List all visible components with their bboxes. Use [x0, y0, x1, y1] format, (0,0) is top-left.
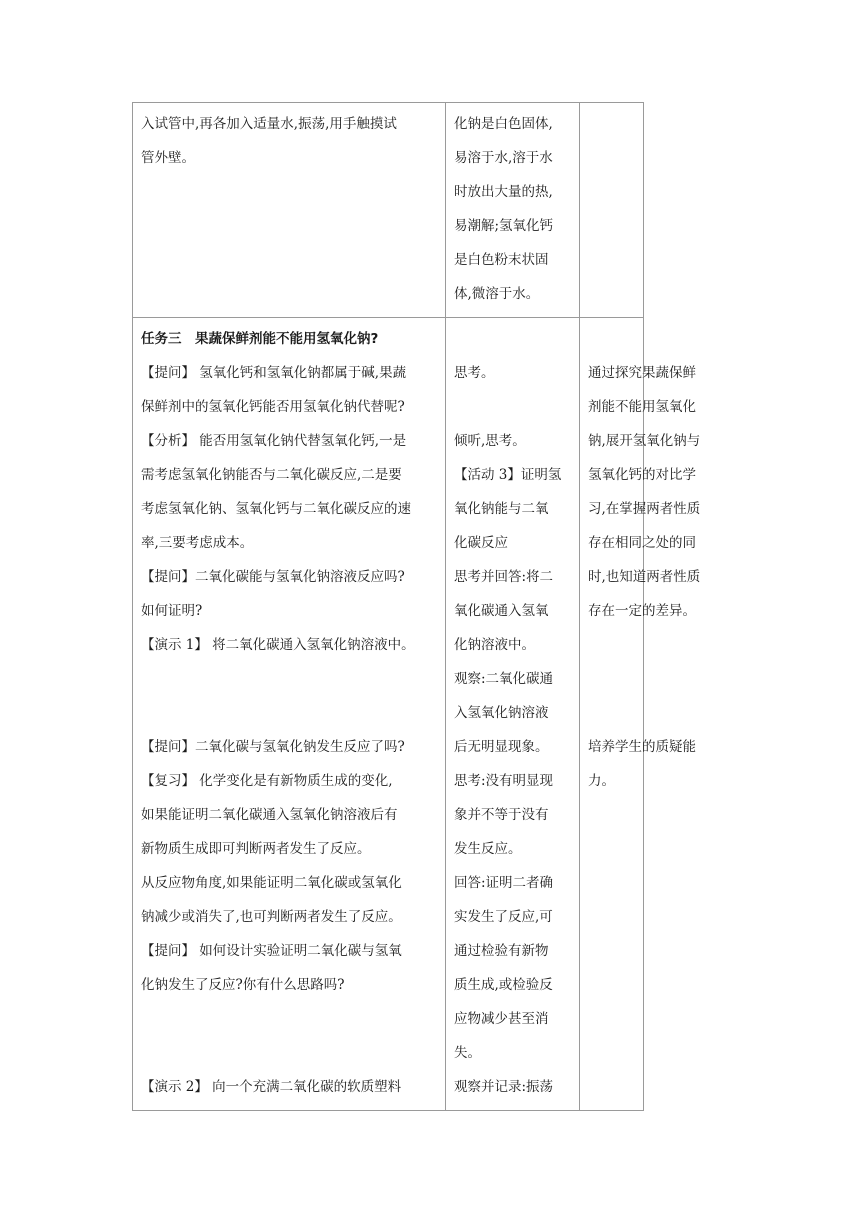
text-line: 氧化钠能与二氧: [454, 501, 549, 517]
table-row: [133, 103, 644, 318]
spacer: [588, 662, 635, 696]
text-line: 【演示 1】 将二氧化碳通入氢氧化钠溶液中。: [141, 637, 415, 653]
spacer: [588, 322, 635, 356]
text-line: 入氢氧化钠溶液: [454, 705, 549, 721]
text-line: 【提问】 如何设计实验证明二氧化碳与氢氧: [141, 943, 402, 959]
student-activity-cell: [446, 103, 580, 318]
text-line: 【演示 2】 向一个充满二氧化碳的软质塑料: [141, 1079, 402, 1095]
text-line: 【复习】 化学变化是有新物质生成的变化,: [141, 773, 393, 789]
spacer: [454, 322, 571, 356]
spacer: [141, 1002, 437, 1036]
text-line: 体,微溶于水。: [454, 286, 540, 302]
text-line: 钠,展开氢氧化钠与: [588, 433, 701, 449]
text-line: 【提问】二氧化碳与氢氧化钠发生反应了吗?: [141, 739, 405, 755]
design-intent-cell: [580, 318, 701, 1111]
text-line: 后无明显现象。: [454, 739, 549, 755]
text-line: 发生反应。: [454, 841, 522, 857]
text-line: 存在相同之处的同: [588, 535, 696, 551]
text-line: 质生成,或检验反: [454, 977, 553, 993]
text-line: 保鲜剂中的氢氧化钙能否用氢氧化钠代替呢?: [141, 399, 405, 415]
text-line: 思考并回答:将二: [454, 569, 554, 585]
text-line: 存在一定的差异。: [588, 603, 696, 619]
spacer: [141, 662, 437, 696]
spacer: [454, 390, 571, 424]
text-line: 化钠溶液中。: [454, 637, 535, 653]
text-line: 观察并记录:振荡: [454, 1079, 554, 1095]
text-line: 易潮解;氢氧化钙: [454, 218, 554, 234]
spacer: [588, 628, 635, 662]
text-line: 【活动 3】证明氢: [454, 467, 562, 483]
text-line: 培养学生的质疑能: [588, 739, 696, 755]
text-line: 易溶于水,溶于水: [454, 150, 553, 166]
text-line: 【提问】 氢氧化钙和氢氧化钠都属于碱,果蔬: [141, 365, 407, 381]
text-line: 时放出大量的热,: [454, 184, 553, 200]
text-line: 思考。: [454, 365, 495, 381]
text-line: 钠减少或消失了,也可判断两者发生了反应。: [141, 909, 402, 925]
task-title: 任务三 果蔬保鲜剂能不能用氢氧化钠?: [141, 331, 379, 347]
text-line: 如何证明?: [141, 603, 203, 619]
text-line: 倾听,思考。: [454, 433, 526, 449]
text-line: 实发生了反应,可: [454, 909, 553, 925]
text-line: 【分析】 能否用氢氧化钠代替氢氧化钙,一是: [141, 433, 407, 449]
text-line: 是白色粉末状固: [454, 252, 549, 268]
text-line: 思考:没有明显现: [454, 773, 554, 789]
text-line: 如果能证明二氧化碳通入氢氧化钠溶液后有: [141, 807, 398, 823]
text-line: 通过探究果蔬保鲜: [588, 365, 696, 381]
lesson-plan-table: [132, 102, 701, 1111]
text-line: 回答:证明二者确: [454, 875, 554, 891]
text-line: 应物减少甚至消: [454, 1011, 549, 1027]
text-line: 氧化碳通入氢氧: [454, 603, 549, 619]
text-line: 失。: [454, 1045, 481, 1061]
text-line: 化钠是白色固体,: [454, 116, 553, 132]
student-activity-cell: [446, 318, 580, 1111]
text-line: 通过检验有新物: [454, 943, 549, 959]
text-line: 【提问】二氧化碳能与氢氧化钠溶液反应吗?: [141, 569, 405, 585]
table-row: [133, 318, 644, 1111]
spacer: [141, 696, 437, 730]
text-line: 化碳反应: [454, 535, 508, 551]
text-line: 象并不等于没有: [454, 807, 549, 823]
text-line: 观察:二氧化碳通: [454, 671, 554, 687]
text-line: 新物质生成即可判断两者发生了反应。: [141, 841, 371, 857]
text-line: 化钠发生了反应?你有什么思路吗?: [141, 977, 345, 993]
text-line: 考虑氢氧化钠、氢氧化钙与二氧化碳反应的速: [141, 501, 411, 517]
teacher-activity-cell: [133, 103, 446, 318]
text-line: 力。: [588, 773, 615, 789]
text-line: 从反应物角度,如果能证明二氧化碳或氢氧化: [141, 875, 402, 891]
text-line: 入试管中,再各加入适量水,振荡,用手触摸试: [141, 116, 397, 132]
text-line: 时,也知道两者性质: [588, 569, 701, 585]
text-line: 习,在掌握两者性质: [588, 501, 701, 517]
text-line: 需考虑氢氧化钠能否与二氧化碳反应,二是要: [141, 467, 402, 483]
text-line: 剂能不能用氢氧化: [588, 399, 696, 415]
design-intent-cell: [580, 103, 644, 318]
spacer: [588, 696, 635, 730]
text-line: 管外壁。: [141, 150, 195, 166]
text-line: 率,三要考虑成本。: [141, 535, 254, 551]
text-line: 氢氧化钙的对比学: [588, 467, 696, 483]
spacer: [141, 1036, 437, 1070]
teacher-activity-cell: [133, 318, 446, 1111]
